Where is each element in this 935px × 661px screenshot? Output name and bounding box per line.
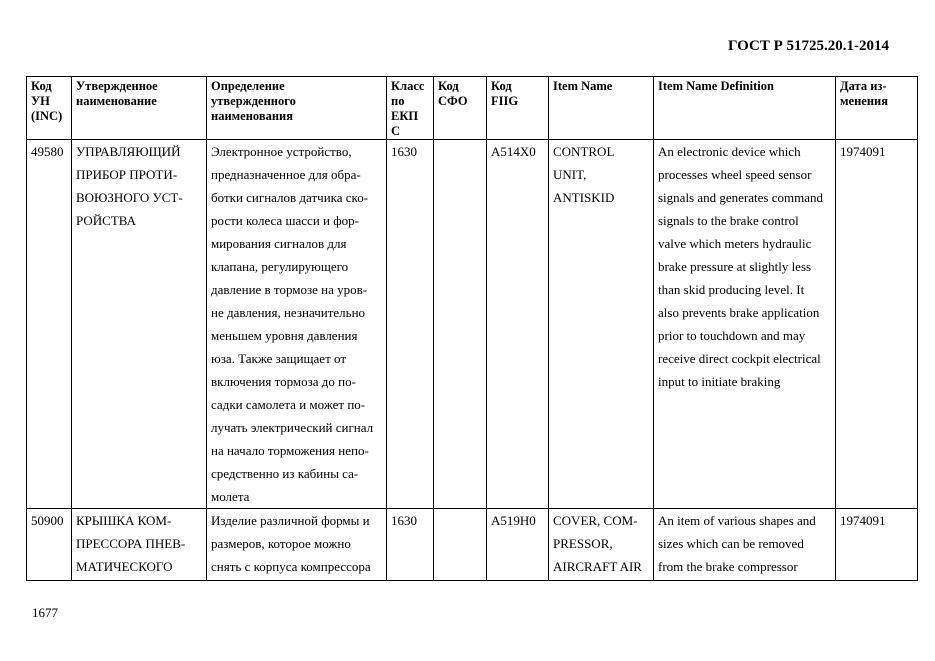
column-header-item-name: [549, 77, 654, 140]
text-line: Определение: [211, 79, 285, 93]
text-line: менения: [840, 94, 888, 108]
text-line: ВОЮЗНОГО УСТ-: [76, 190, 183, 205]
cell-sfo: [434, 509, 487, 581]
text-line: Код: [491, 79, 512, 93]
catalog-table: [26, 76, 918, 581]
text-line: Класс: [391, 79, 425, 93]
text-line: CONTROL: [553, 144, 615, 159]
text-line: COVER, COM-: [553, 513, 638, 528]
text-line: садки самолета и может по-: [211, 397, 366, 412]
column-header-definition: [207, 77, 387, 140]
text-line: по: [391, 94, 405, 108]
text-line: An item of various shapes and: [658, 513, 816, 528]
cell-definition: [207, 509, 387, 581]
text-line: не давления, незначительно: [211, 305, 366, 320]
text-line: (INC): [31, 109, 63, 123]
cell-date: 1974091: [836, 140, 918, 509]
column-header-class: [387, 77, 434, 140]
text-line: Код: [438, 79, 459, 93]
text-line: утвержденного: [211, 94, 296, 108]
text-line: снять с корпуса компрессора: [211, 559, 371, 574]
text-line: Код: [31, 79, 52, 93]
text-line: UNIT,: [553, 167, 587, 182]
text-line: клапана, регулирующего: [211, 259, 349, 274]
text-line: than skid producing level. It: [658, 282, 805, 297]
text-line: на начало торможения непо-: [211, 443, 369, 458]
text-line: КРЫШКА КОМ-: [76, 513, 172, 528]
text-line: Item Name Definition: [658, 79, 774, 93]
text-line: размеров, которое можно: [211, 536, 351, 551]
text-line: input to initiate braking: [658, 374, 781, 389]
cell-definition: [207, 140, 387, 509]
text-line: Item Name: [553, 79, 613, 93]
text-line: signals to the brake control: [658, 213, 799, 228]
text-line: РОЙСТВА: [76, 213, 137, 228]
cell-class: 1630: [387, 140, 434, 509]
text-line: signals and generates command: [658, 190, 823, 205]
text-line: ANTISKID: [553, 190, 615, 205]
text-line: средственно из кабины са-: [211, 466, 359, 481]
column-header-sfo: [434, 77, 487, 140]
text-line: sizes which can be removed: [658, 536, 804, 551]
text-line: рости колеса шасси и фор-: [211, 213, 359, 228]
cell-fiig: A514X0: [487, 140, 549, 509]
text-line: УН: [31, 94, 50, 108]
text-line: prior to touchdown and may: [658, 328, 806, 343]
text-line: brake pressure at slightly less: [658, 259, 812, 274]
text-line: включения тормоза до по-: [211, 374, 356, 389]
cell-fiig: A519H0: [487, 509, 549, 581]
text-line: молета: [211, 489, 250, 504]
text-line: ПРИБОР ПРОТИ-: [76, 167, 178, 182]
cell-item-name: [549, 509, 654, 581]
cell-item-name: [549, 140, 654, 509]
cell-item-def: [654, 509, 836, 581]
cell-item-def: [654, 140, 836, 509]
table-row: [27, 140, 918, 509]
text-line: valve which meters hydraulic: [658, 236, 812, 251]
column-header-item-name-definition: [654, 77, 836, 140]
text-line: processes wheel speed sensor: [658, 167, 812, 182]
text-line: ПРЕССОРА ПНЕВ-: [76, 536, 186, 551]
cell-date: 1974091: [836, 509, 918, 581]
text-line: лучать электрический сигнал: [211, 420, 374, 435]
text-line: ЕКП: [391, 109, 419, 123]
text-line: also prevents brake application: [658, 305, 820, 320]
text-line: МАТИЧЕСКОГО: [76, 559, 173, 574]
text-line: С: [391, 124, 401, 138]
cell-inc: 49580: [27, 140, 72, 509]
text-line: наименование: [76, 94, 157, 108]
text-line: предназначенное для обра-: [211, 167, 361, 182]
text-line: меньшем уровня давления: [211, 328, 358, 343]
text-line: давление в тормозе на уров-: [211, 282, 368, 297]
text-line: Дата из-: [840, 79, 887, 93]
cell-sfo: [434, 140, 487, 509]
cell-class: 1630: [387, 509, 434, 581]
cell-name: [72, 140, 207, 509]
column-header-change-date: [836, 77, 918, 140]
column-header-inc: [27, 77, 72, 140]
text-line: наименования: [211, 109, 294, 123]
page-number: 1677: [32, 605, 58, 620]
text-line: AIRCRAFT AIR: [553, 559, 642, 574]
text-line: PRESSOR,: [553, 536, 613, 551]
text-line: receive direct cockpit electrical: [658, 351, 821, 366]
text-line: УПРАВЛЯЮЩИЙ: [76, 144, 181, 159]
text-line: An electronic device which: [658, 144, 801, 159]
text-line: ботки сигналов датчика ско-: [211, 190, 369, 205]
text-line: Электронное устройство,: [211, 144, 352, 159]
cell-name: [72, 509, 207, 581]
text-line: Утвержденное: [76, 79, 158, 93]
cell-inc: 50900: [27, 509, 72, 581]
text-line: Изделие различной формы и: [211, 513, 370, 528]
text-line: FIIG: [491, 94, 519, 108]
text-line: СФО: [438, 94, 468, 108]
table-row: [27, 509, 918, 581]
text-line: юза. Также защищает от: [211, 351, 347, 366]
column-header-fiig: [487, 77, 549, 140]
text-line: from the brake compressor: [658, 559, 798, 574]
document-header: ГОСТ Р 51725.20.1-2014: [727, 38, 889, 54]
text-line: мирования сигналов для: [211, 236, 347, 251]
column-header-name: [72, 77, 207, 140]
table-header-row: [27, 77, 918, 140]
